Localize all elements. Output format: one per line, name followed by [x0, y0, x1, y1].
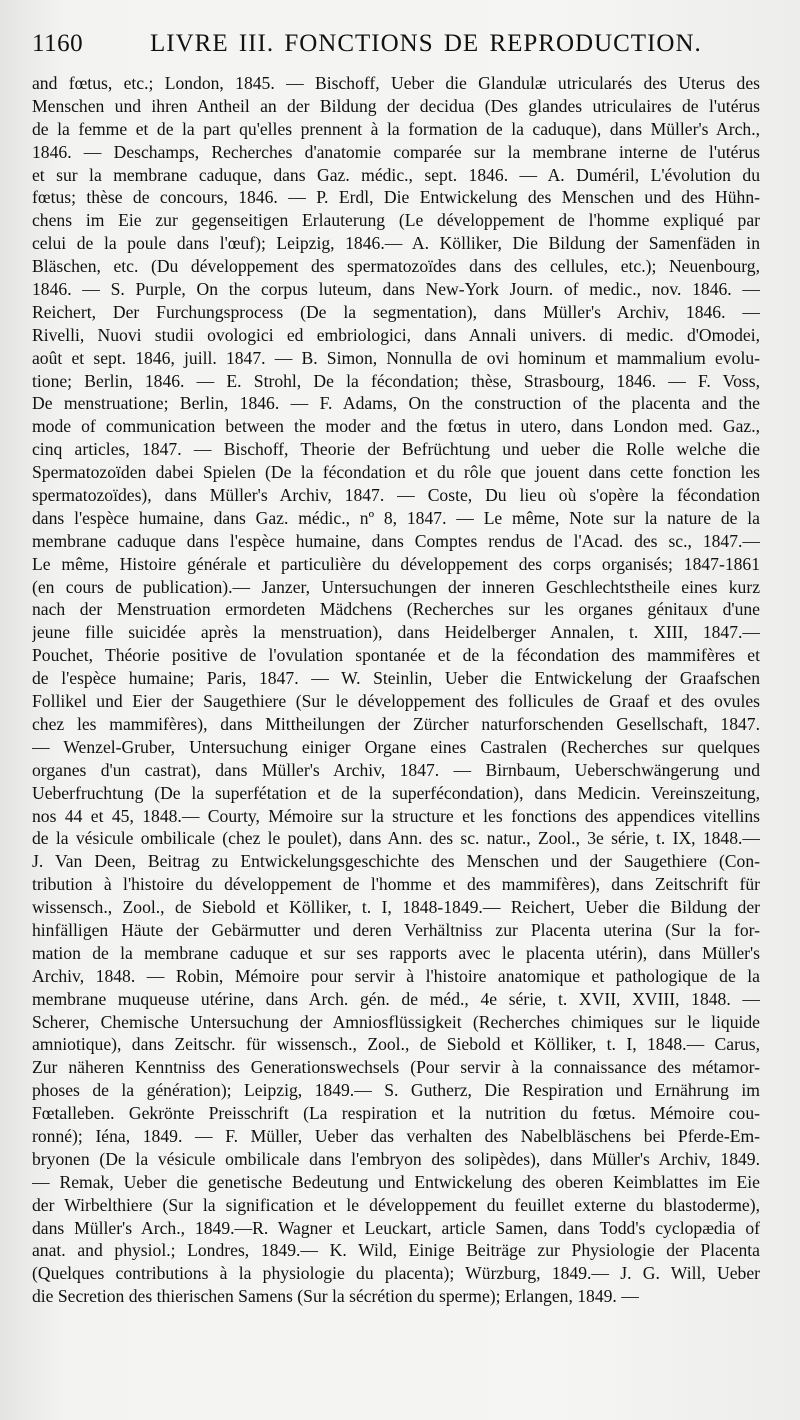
text-line: De menstruatione; Berlin, 1846. — F. Adams, On the construction of the placenta and the	[32, 393, 760, 414]
text-line: dans l'espèce humaine, dans Gaz. médic., nº 8, 1847. — Le même, Note sur la nature de la	[32, 507, 760, 528]
text-line: mode of communication between the moder and the fœtus in utero, dans London med. Gaz.,	[32, 416, 760, 437]
text-line: and fœtus, etc.; London, 1845. — Bischoff, Ueber die Glandulæ utricularés des Uterus des	[32, 73, 760, 93]
text-line: Bläschen, etc. (Du développement des spermatozoïdes dans des cellules, etc.); Neuenbourg,	[32, 256, 760, 277]
text-line: nach der Menstruation ermordeten Mädchens (Recherches sur les organes génitaux d'une	[32, 599, 760, 620]
text-line: membrane muqueuse utérine, dans Arch. gén. de méd., 4e série, t. XVII, XVIII, 1848. —	[32, 988, 760, 1009]
text-line: chez les mammifères), dans Mittheilungen der Zürcher naturforschenden Gesellschaft, 1847.	[32, 713, 760, 734]
text-line: anat. and physiol.; Londres, 1849.— K. Wild, Einige Beiträge zur Physiologie der Placenta	[32, 1240, 760, 1261]
text-line: membrane caduque dans l'espèce humaine, dans Comptes rendus de l'Acad. des sc., 1847.—	[32, 530, 760, 551]
text-line: de la femme et de la part qu'elles prennent à la formation de la caduque), dans Müller's Arch.,	[32, 118, 760, 139]
running-title: LIVRE III. FONCTIONS DE REPRODUCTION.	[150, 30, 702, 57]
text-line: Ueberfruchtung (De la superfétation et de la superfécondation), dans Medicin. Vereinszeitung,	[32, 782, 760, 803]
text-line: bryonen (De la vésicule ombilicale dans l'embryon des solipèdes), dans Müller's Archiv, 1849.	[32, 1148, 760, 1169]
text-line: Rivelli, Nuovi studii ovologici ed embriologici, dans Annali univers. di medic. d'Omodei,	[32, 324, 760, 345]
bibliography-text	[32, 72, 760, 1308]
text-line: (Quelques contributions à la physiologie du placenta); Würzburg, 1849.— J. G. Will, Ueber	[32, 1263, 760, 1284]
text-line: Spermatozoïden dabei Spielen (De la fécondation et du rôle que jouent dans cette fonction les	[32, 462, 760, 483]
text-line: (en cours de publication).— Janzer, Untersuchungen der inneren Geschlechtstheile eines kurz	[32, 576, 760, 597]
text-line: dans Müller's Arch., 1849.—R. Wagner et Leuckart, article Samen, dans Todd's cyclopædia of	[32, 1217, 760, 1238]
text-line: der Wirbelthiere (Sur la signification et le développement du feuillet externe du blastoderme),	[32, 1194, 760, 1215]
text-line: tione; Berlin, 1846. — E. Strohl, De la fécondation; thèse, Strasbourg, 1846. — F. Voss,	[32, 370, 760, 391]
text-line: nos 44 et 45, 1848.— Courty, Mémoire sur la structure et les fonctions des appendices vitellins	[32, 805, 760, 826]
text-line: Follikel und Eier der Saugethiere (Sur le développement des follicules de Graaf et des ovules	[32, 691, 760, 712]
text-line: Zur näheren Kenntniss des Generationswechsels (Pour servir à la connaissance des métamor-	[32, 1057, 760, 1078]
text-line: Pouchet, Théorie positive de l'ovulation spontanée et de la fécondation des mammifères et	[32, 645, 760, 666]
text-line: fœtus; thèse de concours, 1846. — P. Erdl, Die Entwickelung des Menschen und des Hühn-	[32, 187, 760, 208]
text-line: mation de la membrane caduque et sur ses rapports avec le placenta utérin), dans Müller's	[32, 942, 760, 963]
text-line: hinfälligen Häute der Gebärmutter und deren Verhältniss zur Placenta uterina (Sur la for-	[32, 919, 760, 940]
text-line: et sur la membrane caduque, dans Gaz. médic., sept. 1846. — A. Duméril, L'évolution du	[32, 164, 760, 185]
text-line: celui de la poule dans l'œuf); Leipzig, 1846.— A. Kölliker, Die Bildung der Samenfäden in	[32, 233, 760, 254]
page-number: 1160	[32, 30, 84, 57]
text-line: Scherer, Chemische Untersuchung der Amniosflüssigkeit (Recherches chimiques sur le liquide	[32, 1011, 760, 1032]
text-line: jeune fille suicidée après la menstruation), dans Heidelberger Annalen, t. XIII, 1847.—	[32, 622, 760, 643]
text-line: ronné); Iéna, 1849. — F. Müller, Ueber das verhalten des Nabelbläschens bei Pferde-Em-	[32, 1125, 760, 1146]
text-line: cinq articles, 1847. — Bischoff, Theorie der Befrüchtung und ueber die Rolle welche die	[32, 439, 760, 460]
page-header	[32, 30, 760, 70]
text-line: — Wenzel-Gruber, Untersuchung einiger Organe eines Castralen (Recherches sur quelques	[32, 736, 760, 757]
text-line: août et sept. 1846, juill. 1847. — B. Simon, Nonnulla de ovi hominum et mammalium evolu-	[32, 347, 760, 368]
text-line: Archiv, 1848. — Robin, Mémoire pour servir à l'histoire anatomique et pathologique de la	[32, 965, 760, 986]
text-line: organes d'un castrat), dans Müller's Archiv, 1847. — Birnbaum, Ueberschwängerung und	[32, 759, 760, 780]
text-line: chens im Eie zur gegenseitigen Erlauterung (Le développement de l'homme expliqué par	[32, 210, 760, 231]
text-line: spermatozoïdes), dans Müller's Archiv, 1847. — Coste, Du lieu où s'opère la fécondation	[32, 485, 760, 506]
text-line: tribution à l'histoire du développement de l'homme et des mammifères), dans Zeitschrift für	[32, 874, 760, 895]
text-line: de l'espèce humaine; Paris, 1847. — W. Steinlin, Ueber die Entwickelung der Graafschen	[32, 668, 760, 689]
text-line: — Remak, Ueber die genetische Bedeutung und Entwickelung des oberen Keimblattes im Eie	[32, 1171, 760, 1192]
text-line: J. Van Deen, Beitrag zu Entwickelungsgeschichte des Menschen und der Saugethiere (Con-	[32, 851, 760, 872]
text-line: Menschen und ihren Antheil an der Bildung der decidua (Des glandes utriculaires de l'utérus	[32, 95, 760, 116]
text-line: 1846. — Deschamps, Recherches d'anatomie comparée sur la membrane interne de l'utérus	[32, 141, 760, 162]
text-line: Reichert, Der Furchungsprocess (De la segmentation), dans Müller's Archiv, 1846. —	[32, 301, 760, 322]
text-line: de la vésicule ombilicale (chez le poulet), dans Ann. des sc. natur., Zool., 3e série, t. IX, 1848.—	[32, 828, 760, 849]
text-line: die Secretion des thierischen Samens (Sur la sécrétion du sperme); Erlangen, 1849. —	[32, 1286, 639, 1307]
text-line: Le même, Histoire générale et particulière du développement des corps organisés; 1847-1861	[32, 553, 760, 574]
text-line: wissensch., Zool., de Siebold et Kölliker, t. I, 1848-1849.— Reichert, Ueber die Bildung der	[32, 897, 760, 918]
text-line: Fœtalleben. Gekrönte Preisschrift (La respiration et la nutrition du fœtus. Mémoire cou-	[32, 1103, 760, 1124]
text-line: amniotique), dans Zeitschr. für wissensch., Zool., de Siebold et Kölliker, t. I, 1848.— Carus,	[32, 1034, 760, 1055]
text-line: phoses de la génération); Leipzig, 1849.— S. Gutherz, Die Respiration und Ernährung im	[32, 1080, 760, 1101]
text-line: 1846. — S. Purple, On the corpus luteum, dans New-York Journ. of medic., nov. 1846. —	[32, 279, 760, 300]
